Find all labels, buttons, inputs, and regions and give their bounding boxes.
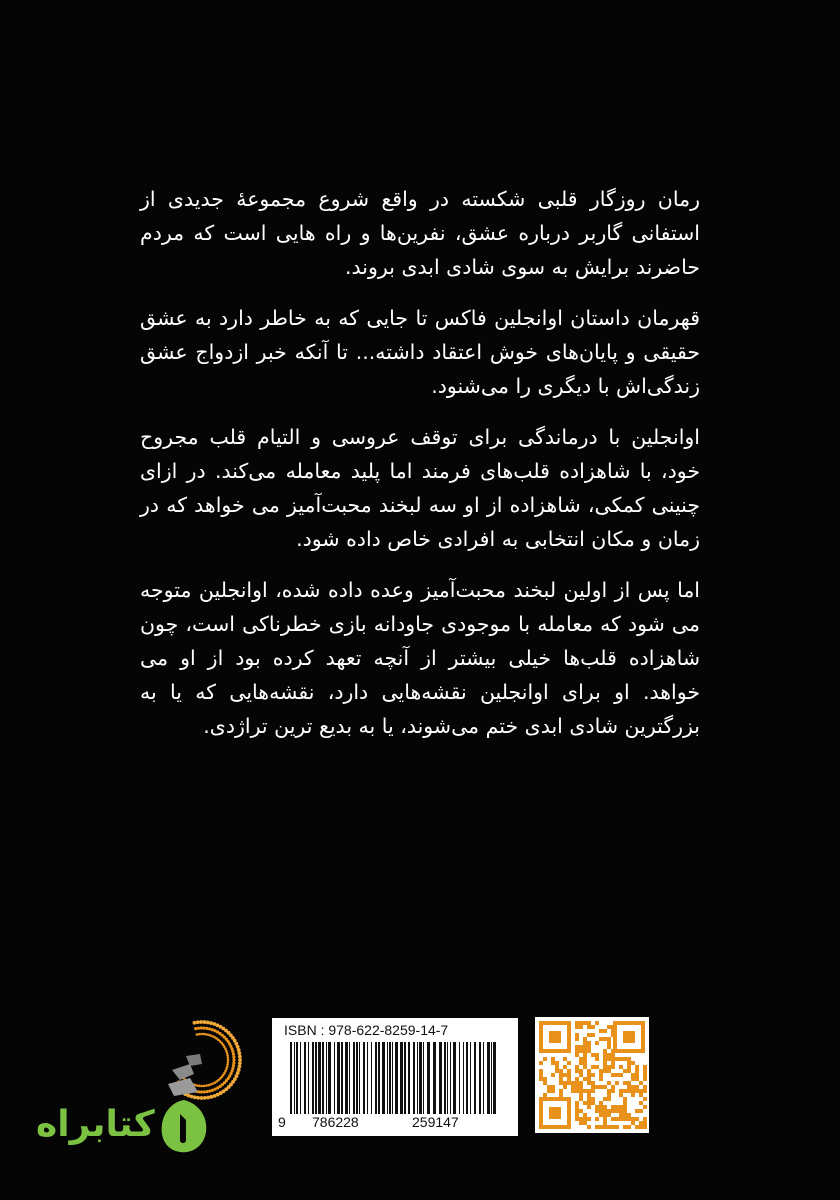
ketabrah-logo <box>36 1096 216 1158</box>
barcode-digit-lead: 9 <box>278 1114 286 1130</box>
book-blurb <box>140 182 700 760</box>
barcode-digit-group-2: 259147 <box>412 1114 459 1130</box>
ketabrah-logo-text: کتابراه <box>36 1104 155 1145</box>
barcode-bars <box>290 1042 500 1114</box>
isbn-barcode <box>272 1018 518 1136</box>
qr-code-icon <box>535 1017 649 1133</box>
barcode-digit-group-1: 786228 <box>312 1114 359 1130</box>
blurb-paragraph-3: اوانجلین با درماندگی برای توقف عروسی و التیام قلب مجروح خود، با شاهزاده قلب‌های فرمند اما پلید معامله می‌کند. در ازای چنینی کمکی، شاهزاده از او سه لبخند محبت‌آمیز می خواهد که در زمان و مکان انتخابی به افرادی خاص داده شود. <box>140 425 700 551</box>
blurb-paragraph-1: رمان روزگار قلبی شکسته در واقع شروع مجموعۀ جدیدی از استفانی گاربر درباره عشق، نفرین‌ها و راه هایی است که مردم حاضرند برایش به سوی شادی ابدی بروند. <box>140 187 700 279</box>
blurb-paragraph-2: قهرمان داستان اوانجلین فاکس تا جایی که به خاطر دارد به عشق حقیقی و پایان‌های خوش اعتقاد داشته... تا آنکه خبر ازدواج عشق زندگی‌اش با دیگری را می‌شنود. <box>140 306 700 398</box>
blurb-paragraph-4: اما پس از اولین لبخند محبت‌آمیز وعده داده شده، اوانجلین متوجه می شود که معامله با موجودی جاودانه بازی خطرناکی است، چون شاهزاده قلب‌ها خیلی بیشتر از آنچه تعهد کرده بود از او می خواهد. او برای اوانجلین نقشه‌هایی دارد، نقشه‌هایی که یا به بزرگترین شادی ابدی ختم می‌شوند، یا به بدیع ترین تراژدی. <box>140 578 700 738</box>
publisher-emblem-icon <box>160 1018 244 1102</box>
ketabrah-leaf-icon <box>156 1096 212 1156</box>
isbn-label: ISBN : 978-622-8259-14-7 <box>284 1022 449 1038</box>
